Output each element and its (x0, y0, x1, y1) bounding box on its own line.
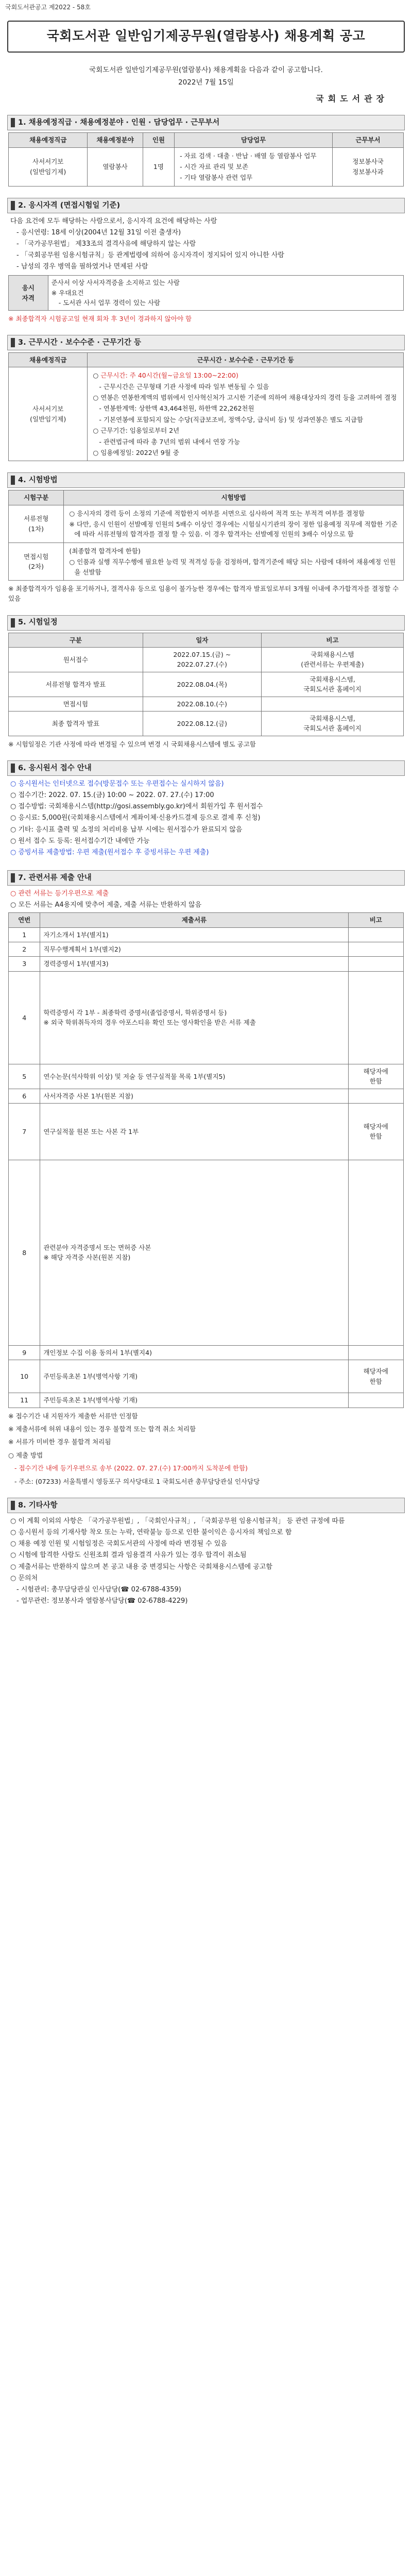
section-position (7, 115, 405, 187)
note-cell (348, 1089, 403, 1103)
condition-item: ○ 근무시간: 주 40시간(월~금요일 13:00~22:00) (93, 371, 238, 380)
section-3-header (7, 335, 405, 350)
section-conditions (7, 335, 405, 461)
misc-item: ○ 제출서류는 반환하지 않으며 본 공고 내용 중 변경되는 사항은 국회채용시스템에 공고함 (10, 1563, 272, 1571)
misc-item: ○ 문의처 (10, 1574, 38, 1582)
grade-cell: 사서서기보 (일반임기제) (9, 147, 88, 186)
stage-cell: 최종 합격자 발표 (9, 711, 143, 736)
application-item: ○ 응시원서는 인터넷으로 접수(방문접수 또는 우편접수는 실시하지 않음) (10, 780, 224, 788)
no-cell: 7 (9, 1103, 40, 1160)
title-main: 국회도서관 일반임기제공무원(열람봉사) 채용계획 공고 (46, 28, 366, 44)
qual-item: - 남성의 경우 병역을 필하였거나 면제된 사람 (16, 263, 148, 271)
qual-requirement: 준사서 이상 사서자격증을 소지하고 있는 사람 (51, 279, 180, 287)
section-5-title: 5. 시험일정 (18, 618, 58, 627)
no-cell: 1 (9, 927, 40, 942)
position-table (8, 132, 404, 187)
qual-item: - 「국가공무원법」 제33조의 결격사유에 해당하지 않는 사람 (16, 240, 196, 248)
stage-cell: 서류전형 합격자 발표 (9, 672, 143, 697)
table-row (9, 1393, 404, 1408)
intro (0, 65, 412, 88)
condition-item: ○ 연봉은 연봉한계액의 범위에서 인사혁신처가 고시한 기준에 의하여 채용대상자의 경력 등을 고려하여 결정 (93, 394, 397, 402)
section-7-header (7, 870, 405, 886)
doc-cell: 개인정보 수집 이용 동의서 1부(별지4) (40, 1345, 348, 1360)
duty-cell (175, 147, 333, 186)
doc-cell: 학력증명서 각 1부 - 최종학력 증명서(졸업증명서, 학위증명서 등) ※ 외국 학위취득자의 경우 아포스티유 확인 또는 영사확인을 받은 서류 제출 (40, 971, 348, 1064)
qual-item: 다음 요건에 모두 해당하는 사람으로서, 응시자격 요건에 해당하는 사람 (10, 217, 217, 225)
table-row (9, 1089, 404, 1103)
section-misc (7, 1498, 405, 1606)
col-exam-method: 시험방법 (64, 490, 404, 505)
qual-preferred: - 도서관 사서 업무 경력이 있는 사람 (58, 299, 161, 307)
table-row (9, 672, 404, 697)
table-row (9, 957, 404, 971)
count-cell: 1명 (143, 147, 174, 186)
col-conditions: 근무시간 · 보수수준 · 근무기간 등 (88, 352, 404, 367)
exam-method-cell (64, 505, 404, 543)
date-cell: 2022.08.10.(수) (143, 697, 261, 711)
col-dept: 근무부서 (332, 133, 403, 147)
no-cell: 6 (9, 1089, 40, 1103)
qual-preferred-label: ※ 우대요건 (51, 289, 84, 297)
table-row (9, 1064, 404, 1089)
documents-sub: ○ 모든 서류는 A4용지에 맞추어 제출, 제출 서류는 반환하지 않음 (10, 901, 202, 909)
method-item: (최종합격 합격자에 한함) (69, 547, 141, 555)
section-3-title: 3. 근무시간 · 보수수준 · 근무기간 등 (18, 338, 141, 347)
section-marker-icon (11, 118, 15, 127)
doc-cell: 주민등록초본 1부(병역사항 기재) (40, 1393, 348, 1408)
note-cell (348, 1393, 403, 1408)
section-marker-icon (11, 1501, 15, 1510)
misc-item: - 시험관리: 총무담당관실 인사담당(☎ 02-6788-4359) (16, 1585, 181, 1594)
col-document: 제출서류 (40, 913, 348, 927)
schedule-note: ※ 시험일정은 기관 사정에 따라 변경될 수 있으며 변경 시 국회채용시스템에 별도 공고함 (8, 740, 256, 748)
col-date: 일자 (143, 633, 261, 647)
table-row (9, 971, 404, 1064)
application-item: ○ 접수방법: 국회채용시스템(http://gosi.assembly.go.kr)에서 회원가입 후 원서접수 (10, 803, 263, 811)
remark-cell: 국회채용시스템, 국회도서관 홈페이지 (261, 711, 403, 736)
method-item: ○ 응시자의 경력 등이 소정의 기준에 적합한지 여부를 서면으로 심사하여 적격 또는 부적격 여부를 결정함 (69, 509, 365, 517)
document-number: 국회도서관공고 제2022 - 58호 (5, 4, 91, 11)
documents-note: ※ 제출서류에 허위 내용이 있는 경우 불합격 또는 합격 취소 처리함 (8, 1425, 196, 1433)
section-1-header (7, 115, 405, 130)
table-row (9, 1103, 404, 1160)
duty-item: - 기타 열람봉사 관련 업무 (180, 174, 253, 182)
misc-item: ○ 응시원서 등의 기재사항 착오 또는 누락, 연락불능 등으로 인한 불이익은 응시자의 책임으로 함 (10, 1529, 292, 1537)
section-7-title: 7. 관련서류 제출 안내 (18, 873, 92, 882)
duty-item: - 자료 검색 · 대출 · 반납 · 배열 등 열람봉사 업무 (180, 151, 317, 160)
application-item: ○ 증빙서류 제출방법: 우편 제출(원서접수 후 증빙서류는 우편 제출) (10, 848, 209, 856)
section-marker-icon (11, 338, 15, 347)
misc-item: ○ 이 계획 이외의 사항은 「국가공무원법」, 「국회인사규칙」, 「국회공무원 임용시험규칙」 등 관련 규정에 따름 (10, 1517, 345, 1525)
misc-item: - 업무관련: 정보봉사과 열람봉사담당(☎ 02-6788-4229) (16, 1597, 188, 1605)
doc-cell: 직무수행계획서 1부(별지2) (40, 942, 348, 957)
col-remark: 비고 (261, 633, 403, 647)
note-cell: 해당자에 한함 (348, 1103, 403, 1160)
condition-item: - 관련법규에 따라 총 7년의 범위 내에서 연장 가능 (99, 437, 241, 446)
note-cell (348, 927, 403, 942)
exam-type-cell: 면접시험 (2차) (9, 543, 64, 580)
doc-cell: 연수논문(석사학위 이상) 및 저술 등 연구실적물 목록 1부(별지5) (40, 1064, 348, 1089)
application-item: ○ 기타: 응시표 출력 및 소정의 처리비용 납부 시에는 원서접수가 완료되지 않음 (10, 825, 243, 834)
duty-item: - 시간 자료 관리 및 보존 (180, 162, 249, 171)
misc-item: ○ 시험에 합격한 사람도 신원조회 결과 임용결격 사유가 있는 경우 합격이 취소됨 (10, 1551, 247, 1560)
table-row (9, 648, 404, 672)
doc-cell: 사서자격증 사본 1부(원본 지참) (40, 1089, 348, 1103)
table-row (9, 1345, 404, 1360)
col-stage: 구분 (9, 633, 143, 647)
section-marker-icon (11, 201, 15, 210)
note-cell (348, 957, 403, 971)
doc-cell: 연구실적물 원본 또는 사본 각 1부 (40, 1103, 348, 1160)
section-schedule (7, 615, 405, 749)
dept-cell: 정보봉사국 정보봉사과 (332, 147, 403, 186)
section-5-header (7, 615, 405, 631)
table-row (9, 942, 404, 957)
qual-note: ※ 최종합격자 시험공고일 현재 회차 후 3년이 경과하지 않아야 함 (8, 314, 192, 323)
col-no: 연번 (9, 913, 40, 927)
grade-cell: 사서서기보 (일반임기제) (9, 367, 88, 461)
doc-cell: 관련분야 자격증명서 또는 면허증 사본 ※ 해당 자격증 사본(원본 지참) (40, 1160, 348, 1345)
qual-item: - 응시연령: 18세 이상(2004년 12월 31일 이전 출생자) (16, 228, 181, 236)
table-row (9, 1160, 404, 1345)
conditions-cell (88, 367, 404, 461)
section-marker-icon (11, 873, 15, 883)
condition-item: ○ 임용예정일: 2022년 9월 중 (93, 448, 179, 456)
note-cell (348, 1160, 403, 1345)
note-cell: 해당자에 한함 (348, 1360, 403, 1393)
note-cell: 해당자에 한함 (348, 1064, 403, 1089)
condition-item: - 근무시간은 근무형태 기관 사정에 따라 일부 변동될 수 있음 (99, 382, 269, 391)
table-row (9, 927, 404, 942)
no-cell: 4 (9, 971, 40, 1064)
section-marker-icon (11, 618, 15, 628)
table-row (9, 1360, 404, 1393)
section-exam-method (7, 472, 405, 603)
no-cell: 11 (9, 1393, 40, 1408)
section-marker-icon (11, 476, 15, 485)
method-item: ○ 인품과 실행 직무수행에 필요한 능력 및 적격성 등을 검정하며, 합격기준에 해당 되는 사람에 대하여 채용예정 인원을 선발함 (69, 558, 396, 576)
section-2-header (7, 198, 405, 213)
note-cell (348, 971, 403, 1064)
section-4-header (7, 472, 405, 488)
section-6-title: 6. 응시원서 접수 안내 (18, 764, 92, 772)
intro-text: 국회도서관 일반임기제공무원(열람봉사) 채용계획을 다음과 같이 공고합니다. (89, 65, 323, 74)
method-item: ※ 다만, 응시 인원이 선발예정 인원의 5배수 이상인 경우에는 시험실시기관의 장이 정한 임용예정 직무에 적합한 기준에 따라 서류전형의 합격자를 결정 할 수 있음. 이 경우 합격자는 선발예정 인원의 3배수 이상으로 함 (69, 520, 398, 538)
col-duty: 담당업무 (175, 133, 333, 147)
note-cell (348, 942, 403, 957)
no-cell: 10 (9, 1360, 40, 1393)
date-cell: 2022.08.12.(금) (143, 711, 261, 736)
exam-method-cell (64, 543, 404, 580)
section-6-header (7, 760, 405, 776)
exam-type-cell: 서류전형 (1차) (9, 505, 64, 543)
table-row (9, 711, 404, 736)
application-item: ○ 원서 접수 도 등록: 원서접수기간 내에만 가능 (10, 837, 150, 845)
date-cell: 2022.08.04.(목) (143, 672, 261, 697)
section-8-title: 8. 기타사항 (18, 1501, 58, 1510)
documents-note: ○ 제출 방법 (8, 1451, 43, 1459)
no-cell: 5 (9, 1064, 40, 1089)
note-cell (348, 1345, 403, 1360)
documents-sub: ○ 관련 서류는 등기우편으로 제출 (10, 890, 109, 898)
section-4-title: 4. 시험방법 (18, 476, 58, 485)
section-marker-icon (11, 764, 15, 773)
misc-item: ○ 채용 예정 인원 및 시험일정은 국회도서관의 사정에 따라 변경될 수 있음 (10, 1540, 227, 1548)
no-cell: 2 (9, 942, 40, 957)
section-qualification (7, 198, 405, 324)
section-documents (7, 870, 405, 1486)
condition-item: - 기본연봉에 포함되지 않는 수당(직급보조비, 정액수당, 급식비 등) 및 성과연봉은 별도 지급함 (99, 415, 364, 423)
col-field: 채용예정분야 (88, 133, 143, 147)
col-grade: 채용예정직급 (9, 133, 88, 147)
application-item: ○ 응시료: 5,000원(국회채용시스템에서 계좌이체·신용카드결제 등으로 결제 후 신청) (10, 814, 261, 822)
condition-item: ○ 근무기간: 임용일로부터 2년 (93, 427, 180, 435)
remark-cell: 국회채용시스템, 국회도서관 홈페이지 (261, 672, 403, 697)
col-count: 인원 (143, 133, 174, 147)
conditions-table (8, 352, 404, 461)
no-cell: 3 (9, 957, 40, 971)
schedule-table (8, 633, 404, 736)
remark-cell (261, 697, 403, 711)
section-1-title: 1. 채용예정직급 · 채용예정분야 · 인원 · 담당업무 · 근무부서 (18, 118, 220, 127)
exam-method-table (8, 490, 404, 581)
documents-note: ※ 서류가 미비한 경우 불합격 처리됨 (8, 1438, 111, 1446)
col-exam-type: 시험구분 (9, 490, 64, 505)
documents-note: - 접수기간 내에 등기우편으로 송부 (2022. 07. 27.(수) 17:00까지 도착분에 한함) (14, 1464, 248, 1472)
section-2-title: 2. 응시자격 (면접시험일 기준) (18, 201, 121, 210)
field-cell: 열람봉사 (88, 147, 143, 186)
exam-note: ※ 최종합격자가 임용을 포기하거나, 결격사유 등으로 임용이 불가능한 경우에는 합격자 발표일로부터 3개월 이내에 추가합격자를 결정할 수 있음 (8, 584, 399, 603)
col-grade: 채용예정직급 (9, 352, 88, 367)
doc-cell: 자기소개서 1부(별지1) (40, 927, 348, 942)
application-item: ○ 접수기간: 2022. 07. 15.(금) 10:00 ~ 2022. 07. 27.(수) 17:00 (10, 791, 214, 800)
no-cell: 9 (9, 1345, 40, 1360)
issuer: 국회도서관장 (316, 94, 388, 104)
remark-cell: 국회채용시스템 (관련서류는 우편제출) (261, 648, 403, 672)
table-row (9, 697, 404, 711)
doc-cell: 경력증명서 1부(별지3) (40, 957, 348, 971)
section-application (7, 760, 405, 858)
documents-note: - 주소: (07233) 서울특별시 영등포구 의사당대로 1 국회도서관 총무담당관실 인사담당 (14, 1477, 260, 1485)
qual-table (8, 275, 404, 310)
qual-item: - 「국회공무원 임용시험규칙」등 관계법령에 의하여 응시자격이 정지되어 있지 아니한 사람 (16, 251, 284, 260)
col-note: 비고 (348, 913, 403, 927)
section-8-header (7, 1498, 405, 1513)
intro-date: 2022년 7월 15일 (178, 78, 234, 87)
announcement-title (7, 21, 405, 53)
date-cell: 2022.07.15.(금) ~ 2022.07.27.(수) (143, 648, 261, 672)
stage-cell: 면접시험 (9, 697, 143, 711)
condition-item: - 연봉한계액: 상한액 43,464천원, 하한액 22,262천원 (99, 404, 254, 413)
doc-cell: 주민등록초본 1부(병역사항 기재) (40, 1360, 348, 1393)
no-cell: 8 (9, 1160, 40, 1345)
qual-header: 응시 자격 (9, 276, 48, 310)
documents-table (8, 912, 404, 1408)
qual-content (48, 276, 403, 310)
documents-note: ※ 접수기간 내 지원자가 제출한 서류만 인정함 (8, 1412, 138, 1420)
stage-cell: 원서접수 (9, 648, 143, 672)
